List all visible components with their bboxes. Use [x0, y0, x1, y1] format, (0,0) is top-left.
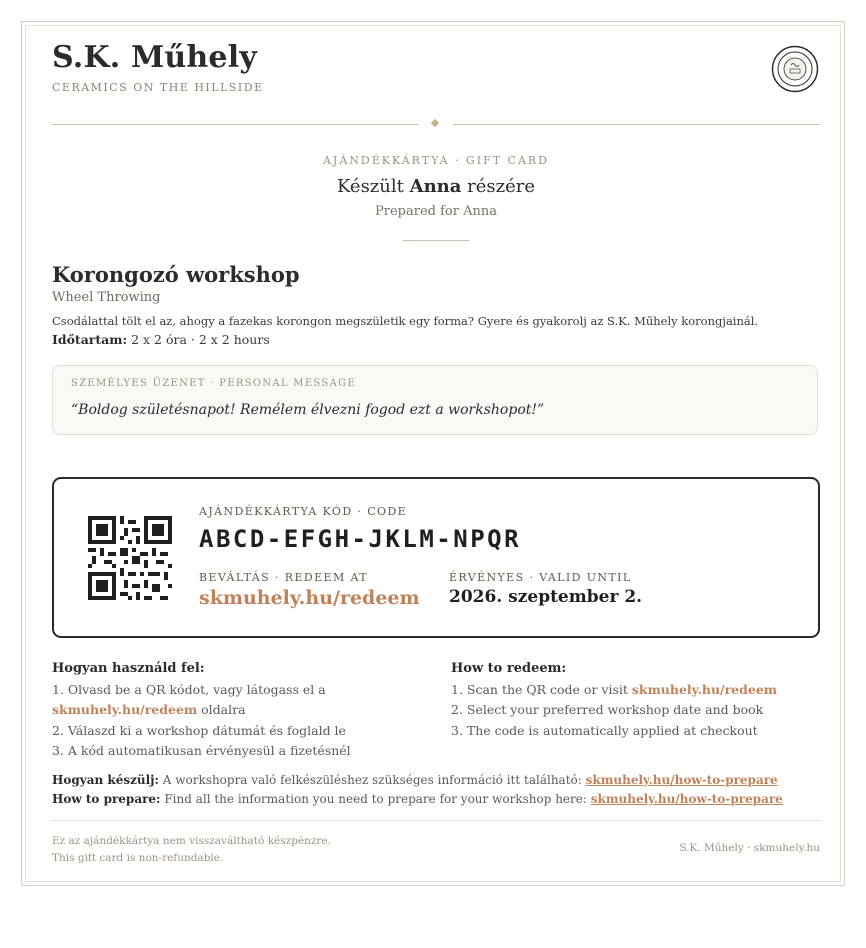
- prepare-hu-text: A workshopra való felkészüléshez szükséges információ itt található:: [162, 773, 582, 787]
- howto-hu-step1-text: 1. Olvasd be a QR kódot, vagy látogass el a: [52, 681, 326, 697]
- prepare-en-line: [52, 792, 783, 806]
- workshop-duration: [52, 332, 270, 347]
- redeem-label: BEVÁLTÁS · REDEEM AT: [199, 571, 368, 584]
- footer-divider: [52, 820, 820, 821]
- seal-logo-icon: [771, 45, 819, 93]
- howto-hu-redeem-link[interactable]: skmuhely.hu/redeem: [52, 702, 198, 717]
- howto-en-step1: [451, 680, 821, 701]
- howto-en-step1-text: 1. Scan the QR code or visit: [451, 681, 628, 697]
- howto-hu-step1: [52, 680, 442, 721]
- howto-hu-section: [52, 659, 442, 762]
- howto-en-heading: How to redeem:: [451, 661, 567, 676]
- personal-message-label: SZEMÉLYES ÜZENET · PERSONAL MESSAGE: [71, 378, 356, 389]
- workshop-description: Csodálattal tölt el az, ahogy a fazekas korongon megszületik egy forma? Gyere és gyakorolj az S.K. Műhely korongjainál.: [52, 314, 759, 328]
- brand-name: S.K. Műhely: [52, 40, 257, 75]
- prepare-hu-label: Hogyan készülj:: [52, 773, 159, 787]
- prepare-hu-line: [52, 773, 778, 787]
- footer-note-en: This gift card is non-refundable.: [52, 852, 224, 864]
- workshop-title: Korongozó workshop: [52, 262, 300, 287]
- prepared-prefix: Készült: [336, 176, 404, 197]
- prepare-en-text: Find all the information you need to prepare for your workshop here:: [164, 792, 587, 806]
- howto-en-redeem-link[interactable]: skmuhely.hu/redeem: [631, 681, 778, 697]
- short-divider: [403, 240, 469, 241]
- personal-message-text: “Boldog születésnapot! Remélem élvezni fogod ezt a workshopot!”: [71, 402, 545, 418]
- workshop-subtitle: Wheel Throwing: [52, 290, 161, 305]
- header-divider-right: [453, 124, 820, 125]
- howto-en-step3: 3. The code is automatically applied at checkout: [451, 722, 758, 738]
- footer-brand: S.K. Műhely · skmuhely.hu: [679, 842, 820, 854]
- howto-hu-step1-suffix: oldalra: [201, 702, 246, 717]
- valid-until-label: ÉRVÉNYES · VALID UNTIL: [449, 571, 632, 584]
- prepared-for-en: Prepared for Anna: [375, 204, 497, 219]
- qr-code-icon[interactable]: [88, 516, 172, 600]
- valid-until-value: 2026. szeptember 2.: [449, 587, 643, 607]
- howto-en-section: [451, 659, 821, 741]
- gift-code-label: AJÁNDÉKKÁRTYA KÓD · CODE: [199, 505, 408, 518]
- prepare-en-label: How to prepare:: [52, 792, 161, 806]
- duration-label: Időtartam:: [52, 332, 128, 347]
- prepared-for-hu: [52, 176, 820, 197]
- recipient-name: Anna: [409, 176, 462, 197]
- footer-note: [52, 833, 331, 867]
- brand-tagline: CERAMICS ON THE HILLSIDE: [52, 81, 264, 94]
- duration-value: 2 x 2 óra · 2 x 2 hours: [131, 332, 270, 347]
- howto-hu-step3: 3. A kód automatikusan érvényesül a fizetésnél: [52, 743, 351, 758]
- redeem-link[interactable]: skmuhely.hu/redeem: [199, 587, 420, 609]
- gift-card-eyebrow: AJÁNDÉKKÁRTYA · GIFT CARD: [322, 154, 550, 167]
- howto-en-step2: 2. Select your preferred workshop date and book: [451, 702, 764, 717]
- howto-hu-heading: Hogyan használd fel:: [52, 661, 205, 676]
- gift-code-box: [52, 477, 820, 638]
- header-divider-left: [52, 124, 418, 125]
- prepare-en-link[interactable]: skmuhely.hu/how-to-prepare: [590, 792, 783, 806]
- prepare-hu-link[interactable]: skmuhely.hu/how-to-prepare: [585, 773, 778, 787]
- personal-message-box: [52, 365, 818, 435]
- gift-code-value[interactable]: ABCD-EFGH-JKLM-NPQR: [199, 525, 522, 553]
- howto-hu-step2: 2. Válaszd ki a workshop dátumát és foglald le: [52, 722, 346, 738]
- footer-note-hu: Ez az ajándékkártya nem visszaváltható készpénzre.: [52, 835, 331, 847]
- prepared-suffix: részére: [467, 176, 536, 197]
